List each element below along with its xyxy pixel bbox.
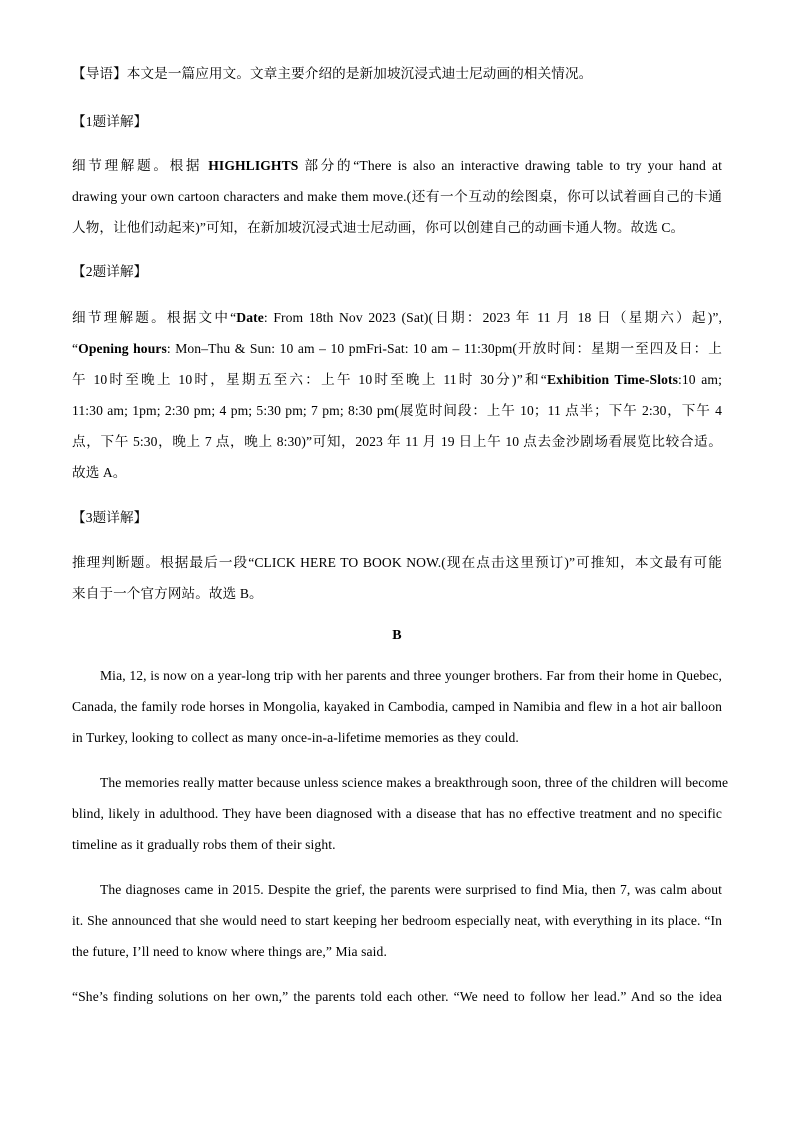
q1-heading: 【1题详解】 (72, 114, 148, 129)
q2-line-3: 午 10时至晚上 10时，星期五至六：上午 10时至晚上 11时 30分)”和“Exhibition Time-Slots:10 am; (72, 372, 722, 387)
para3-line-3: the future, I’ll need to know where things are,” Mia said. (72, 944, 387, 959)
para1-line-2: Canada, the family rode horses in Mongolia, kayaked in Cambodia, camped in Namibia and flew in a hot air balloon (72, 699, 722, 714)
q2-line-6: 故选 A。 (72, 465, 127, 480)
q2-line-2: “Opening hours: Mon–Thu & Sun: 10 am – 10 pmFri-Sat: 10 am – 11:30pm(开放时间：星期一至四及日：上 (72, 341, 722, 356)
para2-line-3: timeline as it gradually robs them of their sight. (72, 837, 336, 852)
q2-line-1: 细节理解题。根据文中“Date: From 18th Nov 2023 (Sat)(日期：2023 年 11 月 18 日（星期六）起)”, (72, 310, 723, 325)
q2-heading: 【2题详解】 (72, 264, 148, 279)
q2-line-5: 点，下午 5:30，晚上 7 点，晚上 8:30)”可知，2023 年 11 月 19 日上午 10 点去金沙剧场看展览比较合适。 (72, 434, 722, 449)
para1-line-1: Mia, 12, is now on a year-long trip with her parents and three younger brothers. Far from their home in Quebec, (100, 668, 722, 683)
para3-line-1: The diagnoses came in 2015. Despite the grief, the parents were surprised to find Mia, then 7, was calm about (100, 882, 722, 897)
para3-line-2: it. She announced that she would need to start keeping her bedroom especially neat, with everything in its place. “In (72, 913, 722, 928)
para2-line-1: The memories really matter because unless science makes a breakthrough soon, three of the children will become (100, 775, 729, 790)
q3-heading: 【3题详解】 (72, 510, 148, 525)
intro-line: 【导语】本文是一篇应用文。文章主要介绍的是新加坡沉浸式迪士尼动画的相关情况。 (72, 66, 593, 81)
para2-line-2: blind, likely in adulthood. They have been diagnosed with a disease that has no effective treatment and no specific (72, 806, 722, 821)
q3-line-1: 推理判断题。根据最后一段“CLICK HERE TO BOOK NOW.(现在点击这里预订)”可推知，本文最有可能 (72, 555, 722, 570)
q3-line-2: 来自于一个官方网站。故选 B。 (72, 586, 263, 601)
para1-line-3: in Turkey, looking to collect as many once-in-a-lifetime memories as they could. (72, 730, 519, 745)
q1-line-3: 人物，让他们动起来)”可知，在新加坡沉浸式迪士尼动画，你可以创建自己的动画卡通人物。故选 C。 (72, 220, 685, 235)
section-title: B (392, 628, 402, 643)
para4-line-1: “She’s finding solutions on her own,” the parents told each other. “We need to follow her lead.” And so the idea (72, 989, 722, 1004)
q1-line-2: drawing your own cartoon characters and make them move.(还有一个互动的绘图桌，你可以试着画自己的卡通 (72, 189, 722, 204)
q1-line-1: 细节理解题。根据 HIGHLIGHTS 部分的“There is also an interactive drawing table to try your hand at (72, 158, 722, 173)
q2-line-4: 11:30 am; 1pm; 2:30 pm; 4 pm; 5:30 pm; 7 pm; 8:30 pm(展览时间段：上午 10；11 点半；下午 2:30，下午 4 (72, 403, 722, 418)
